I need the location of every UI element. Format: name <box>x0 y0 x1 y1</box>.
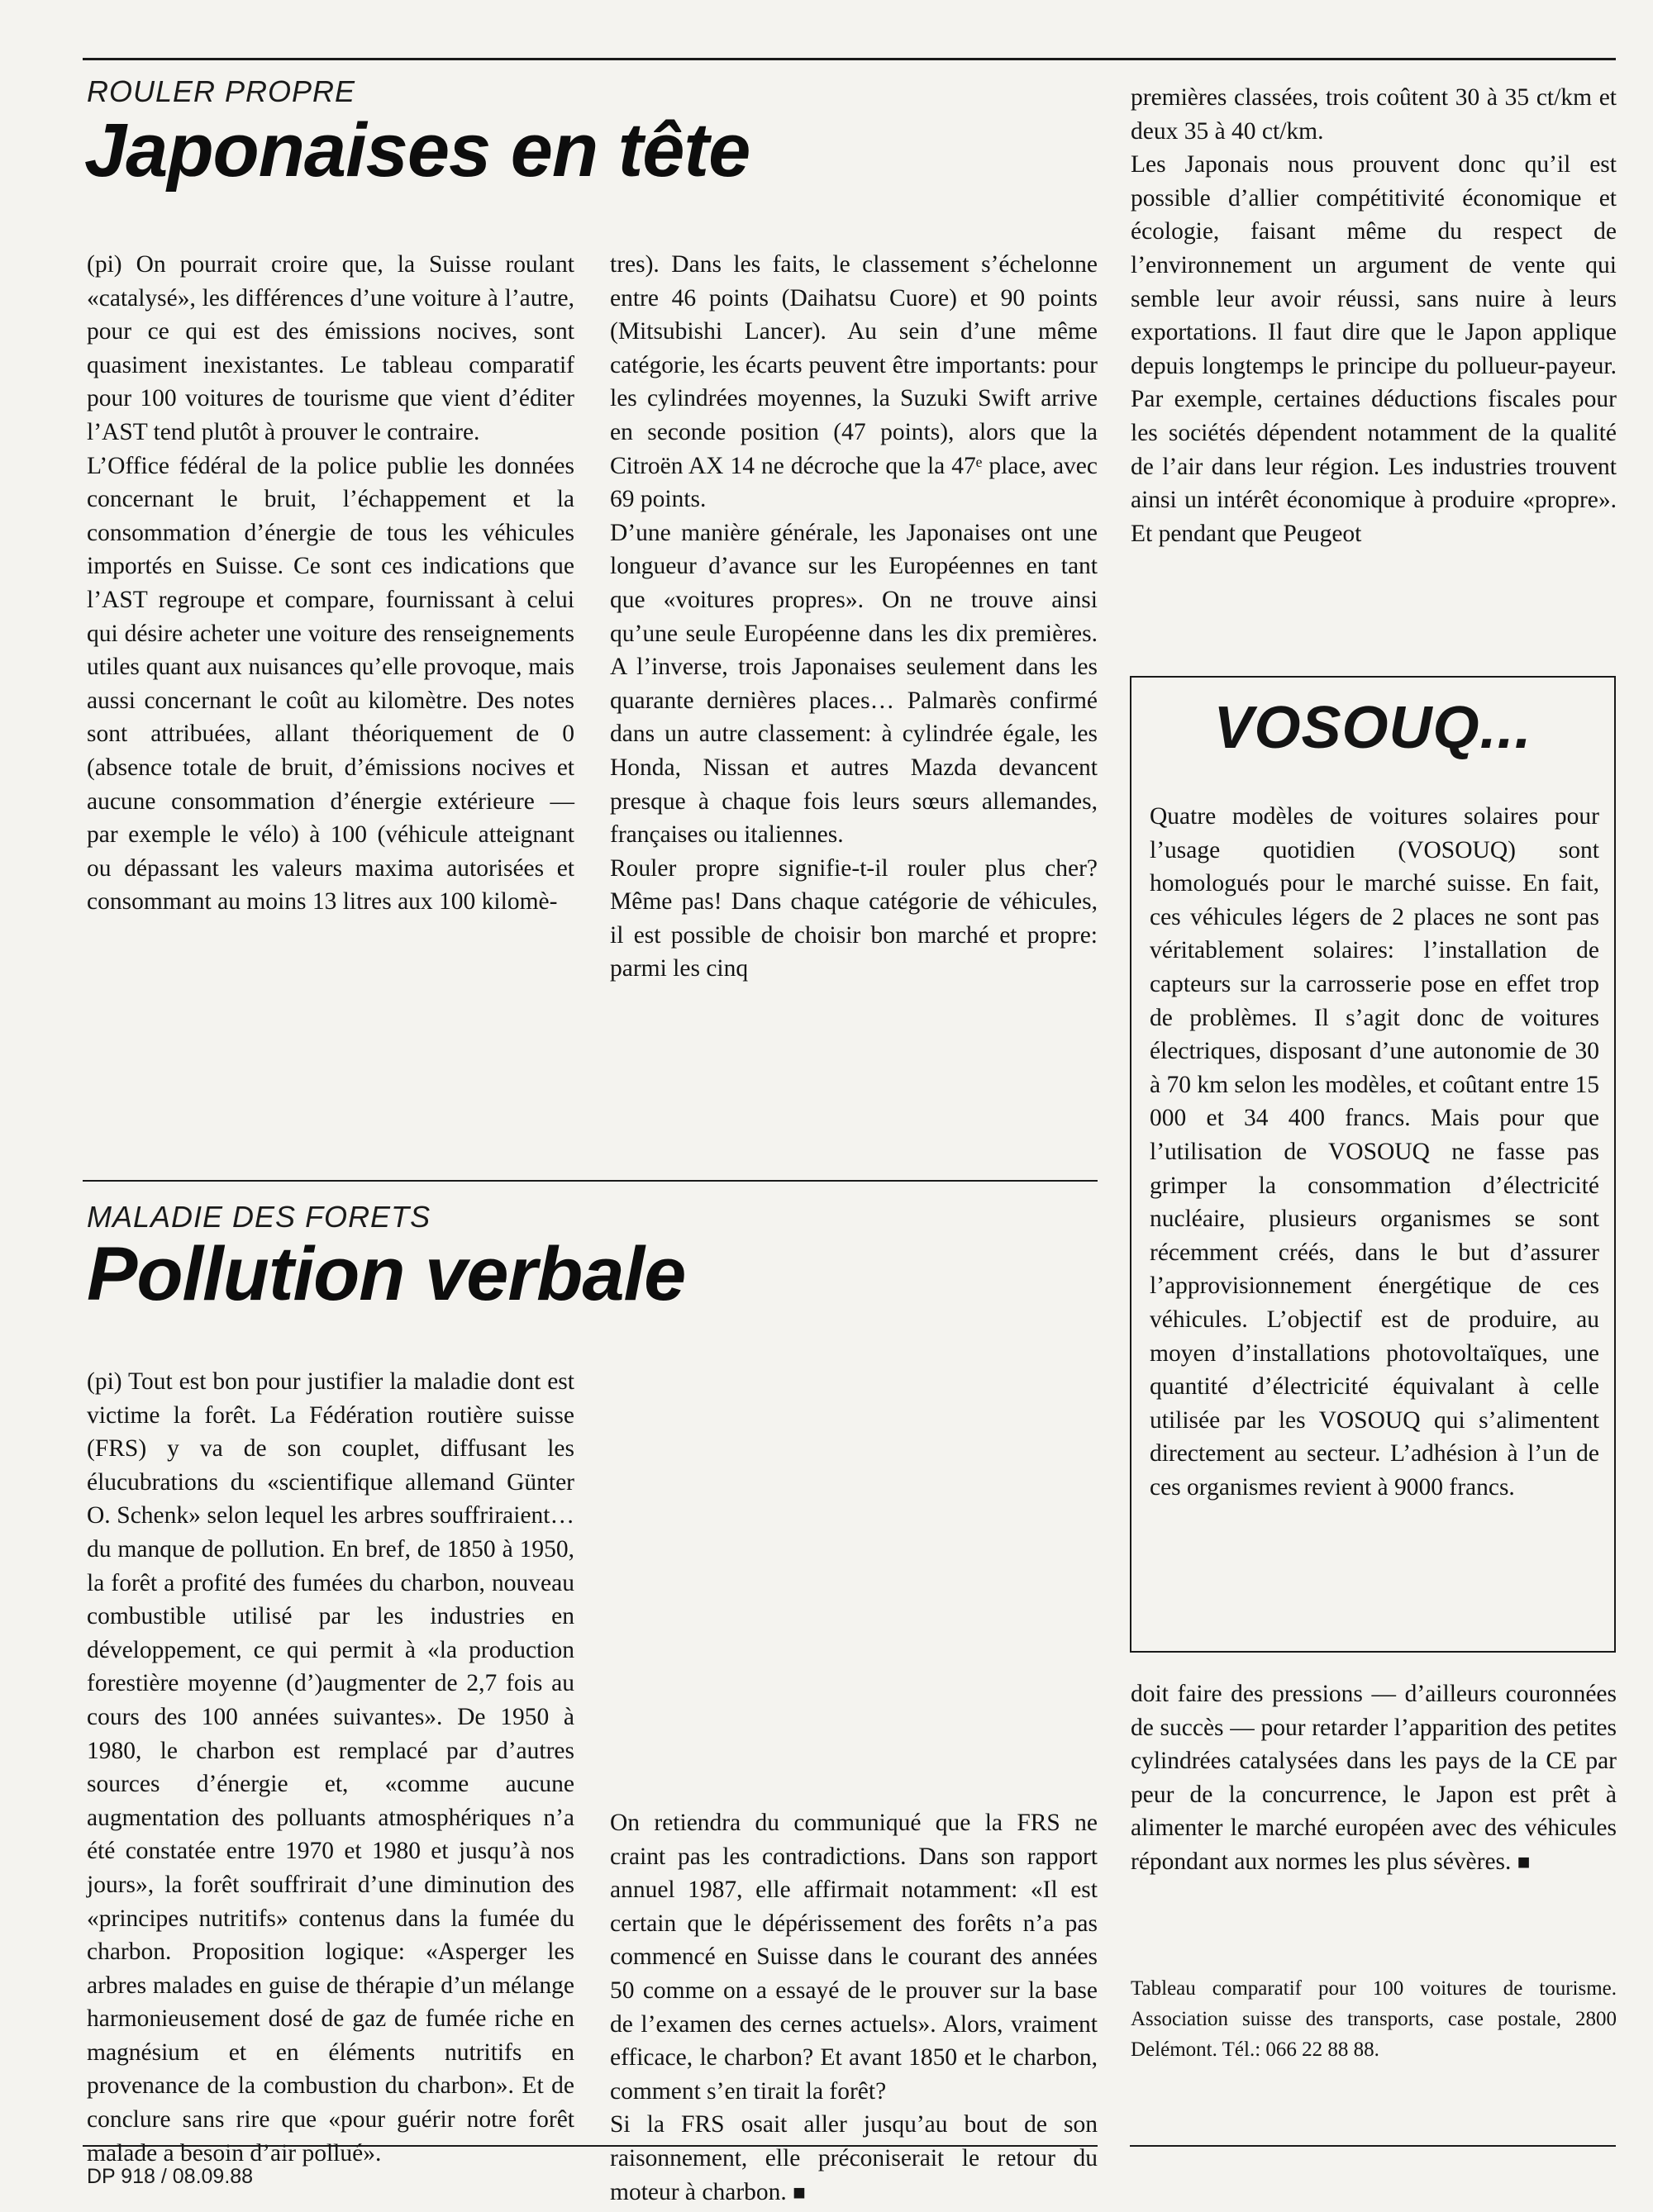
article1-column-1 <box>87 248 574 919</box>
article1-kicker: ROULER PROPRE <box>87 74 356 108</box>
article1-column-3 <box>1131 81 1617 550</box>
article1-paragraph: tres). Dans les faits, le classement s’échelonne entre 46 points (Daihatsu Cuore) et 90 points (Mitsubishi Lancer). Au sein d’une même catégorie, les écarts peuvent être importants: pour les cylindrées moyennes, la Suzuki Swift arrive en seconde position (47 points), alors que la Citroën AX 14 ne décroche que la 47ᵉ place, avec 69 points. <box>610 251 1098 513</box>
issue-footer: DP 918 / 08.09.88 <box>87 2165 254 2188</box>
article1-paragraph: D’une manière générale, les Japonaises ont une longueur d’avance sur les Européennes en tant que «voitures propres». On ne trouve ainsi qu’une seule Européenne dans les dix premières. A l’inverse, trois Japonaises seulement dans les quarante dernières places… Palmarès confirmé dans un autre classement: à cylindrée égale, les Honda, Nissan et autres Mazda devancent presque à chaque fois leurs sœurs allemandes, françaises ou italiennes. <box>610 519 1098 849</box>
article1-headline: Japonaises en tête <box>84 108 750 193</box>
end-mark: ■ <box>1517 1849 1531 1874</box>
sidebar-title: VOSOUQ... <box>1213 695 1532 761</box>
article2-column-2 <box>610 1806 1098 2210</box>
article1-paragraph: Les Japonais nous prouvent donc qu’il est possible d’allier compétitivité économique et écologie, faisant même du respect de l’environnement un argument de vente qui semble leur avoir réussi, sans nuire à leurs exportations. Il faut dire que le Japon applique depuis longtemps le principe du pollueur-payeur. Par exemple, certaines déductions fiscales pour les sociétés dépendent notamment de la qualité de l’air dans leur région. Les industries trouvent ainsi un intérêt économique à produire «propre». Et pendant que Peugeot <box>1131 151 1617 547</box>
article1-paragraph: L’Office fédéral de la police publie les données concernant le bruit, l’échappement et la consommation d’énergie de tous les véhicules importés en Suisse. Ce sont ces indications que l’AST regroupe et compare, fournissant à celui qui désire acheter une voiture des renseignements utiles quant aux nuisances qu’elle provoque, mais aussi concernant le coût au kilomètre. Des notes sont attribuées, allant théoriquement de 0 (absence totale de bruit, d’émissions nocives et aucune consommation d’énergie extérieure — par exemple le vélo) à 100 (véhicule atteignant ou dépassant les valeurs maxima autorisées et consommant au moins 13 litres aux 100 kilomè- <box>87 452 574 916</box>
bottom-rule-right <box>1130 2145 1616 2147</box>
article1-column-3-continued <box>1131 1677 1617 1880</box>
sidebar-text: Quatre modèles de voitures solaires pour l’usage quotidien (VOSOUQ) sont homologués pour le marché suisse. En fait, ces véhicules légers de 2 places ne sont pas véritablement solaires: l’installation de capteurs sur la carrosserie pose en effet trop de problèmes. Il s’agit donc de voitures électriques, disposant d’une autonomie de 30 à 70 km selon les modèles, et coûtant entre 15 000 et 34 400 francs. Mais pour que l’utilisation de VOSOUQ ne fasse pas grimper la consommation d’électricité nucléaire, plusieurs organismes se sont récemment créés, dans le but d’assurer l’approvisionnement énergétique de ces véhicules. L’objectif est de produire, au moyen d’installations photovoltaïques, une quantité d’électricité équivalant à celle utilisée par les VOSOUQ qui s’alimentent directement au secteur. L’adhésion à l’un de ces organismes revient à 9000 francs. <box>1150 803 1599 1501</box>
article1-paragraph: premières classées, trois coûtent 30 à 35 ct/km et deux 35 à 40 ct/km. <box>1131 84 1617 145</box>
top-rule <box>83 58 1616 60</box>
article2-paragraph: On retiendra du communiqué que la FRS ne craint pas les contradictions. Dans son rapport annuel 1987, elle affirmait notamment: «Il est certain que le dépérissement des forêts n’a pas commencé en Suisse dans le courant des années 50 comme on a essayé de le prouver sur la base de l’examen des cernes actuels». Alors, vraiment efficace, le charbon? Et avant 1850 et le charbon, comment s’en tirait la forêt? <box>610 1810 1098 2105</box>
article2-column-1 <box>87 1365 574 2167</box>
source-note: Tableau comparatif pour 100 voitures de tourisme. Association suisse des transports, case postale, 2800 Delémont. Tél.: 066 22 88 88. <box>1131 1977 1617 2061</box>
article2-paragraph: Si la FRS osait aller jusqu’au bout de son raisonnement, elle préconiserait le retour du moteur à charbon. ■ <box>610 2111 1098 2205</box>
article2-paragraph: (pi) Tout est bon pour justifier la maladie dont est victime la forêt. La Fédération routière suisse (FRS) y va de son couplet, diffusant les élucubrations du «scientifique allemand Günter O. Schenk» selon lequel les arbres souffriraient… du manque de pollution. En bref, de 1850 à 1950, la forêt a profité des fumées du charbon, nouveau combustible utilisé par les industries en développement, ce qui permit à «la production forestière moyenne (d’)augmenter de 2,7 fois au cours des 100 années suivantes». De 1950 à 1980, le charbon est remplacé par d’autres sources d’énergie et, «comme aucune augmentation des polluants atmosphériques n’a été constatée entre 1970 et 1980 et jusqu’à nos jours», la forêt souffrirait d’une diminution des «principes nutritifs» contenus dans la fumée du charbon. Proposition logique: «Asperger les arbres malades en guise de thérapie d’un mélange harmonieusement dosé de gaz de fumée riche en magnésium et en éléments nutritifs en provenance de la combustion du charbon». Et de conclure sans rire que «pour guérir notre forêt malade a besoin d’air pollué». <box>87 1368 574 2167</box>
end-mark: ■ <box>793 2180 806 2205</box>
section-divider <box>83 1180 1098 1182</box>
article2-headline: Pollution verbale <box>87 1232 686 1316</box>
article1-column-2 <box>610 248 1098 986</box>
sidebar-box <box>1130 676 1616 1653</box>
bottom-rule-left <box>83 2145 1098 2147</box>
article2-kicker: MALADIE DES FORETS <box>87 1200 431 1234</box>
article1-paragraph: Rouler propre signifie-t-il rouler plus cher? Même pas! Dans chaque catégorie de véhicules, il est possible de choisir bon marché et propre: parmi les cinq <box>610 854 1098 982</box>
article1-paragraph: doit faire des pressions — d’ailleurs couronnées de succès — pour retarder l’apparition des petites cylindrées catalysées dans les pays de la CE par peur de la concurrence, le Japon est prêt à alimenter le marché européen avec des véhicules répondant aux normes les plus sévères. ■ <box>1131 1681 1617 1875</box>
article1-paragraph: (pi) On pourrait croire que, la Suisse roulant «catalysé», les différences d’une voiture à l’autre, pour ce qui est des émissions nocives, sont quasiment inexistantes. Le tableau comparatif pour 100 voitures de tourisme que vient d’éditer l’AST tend plutôt à prouver le contraire. <box>87 251 574 445</box>
